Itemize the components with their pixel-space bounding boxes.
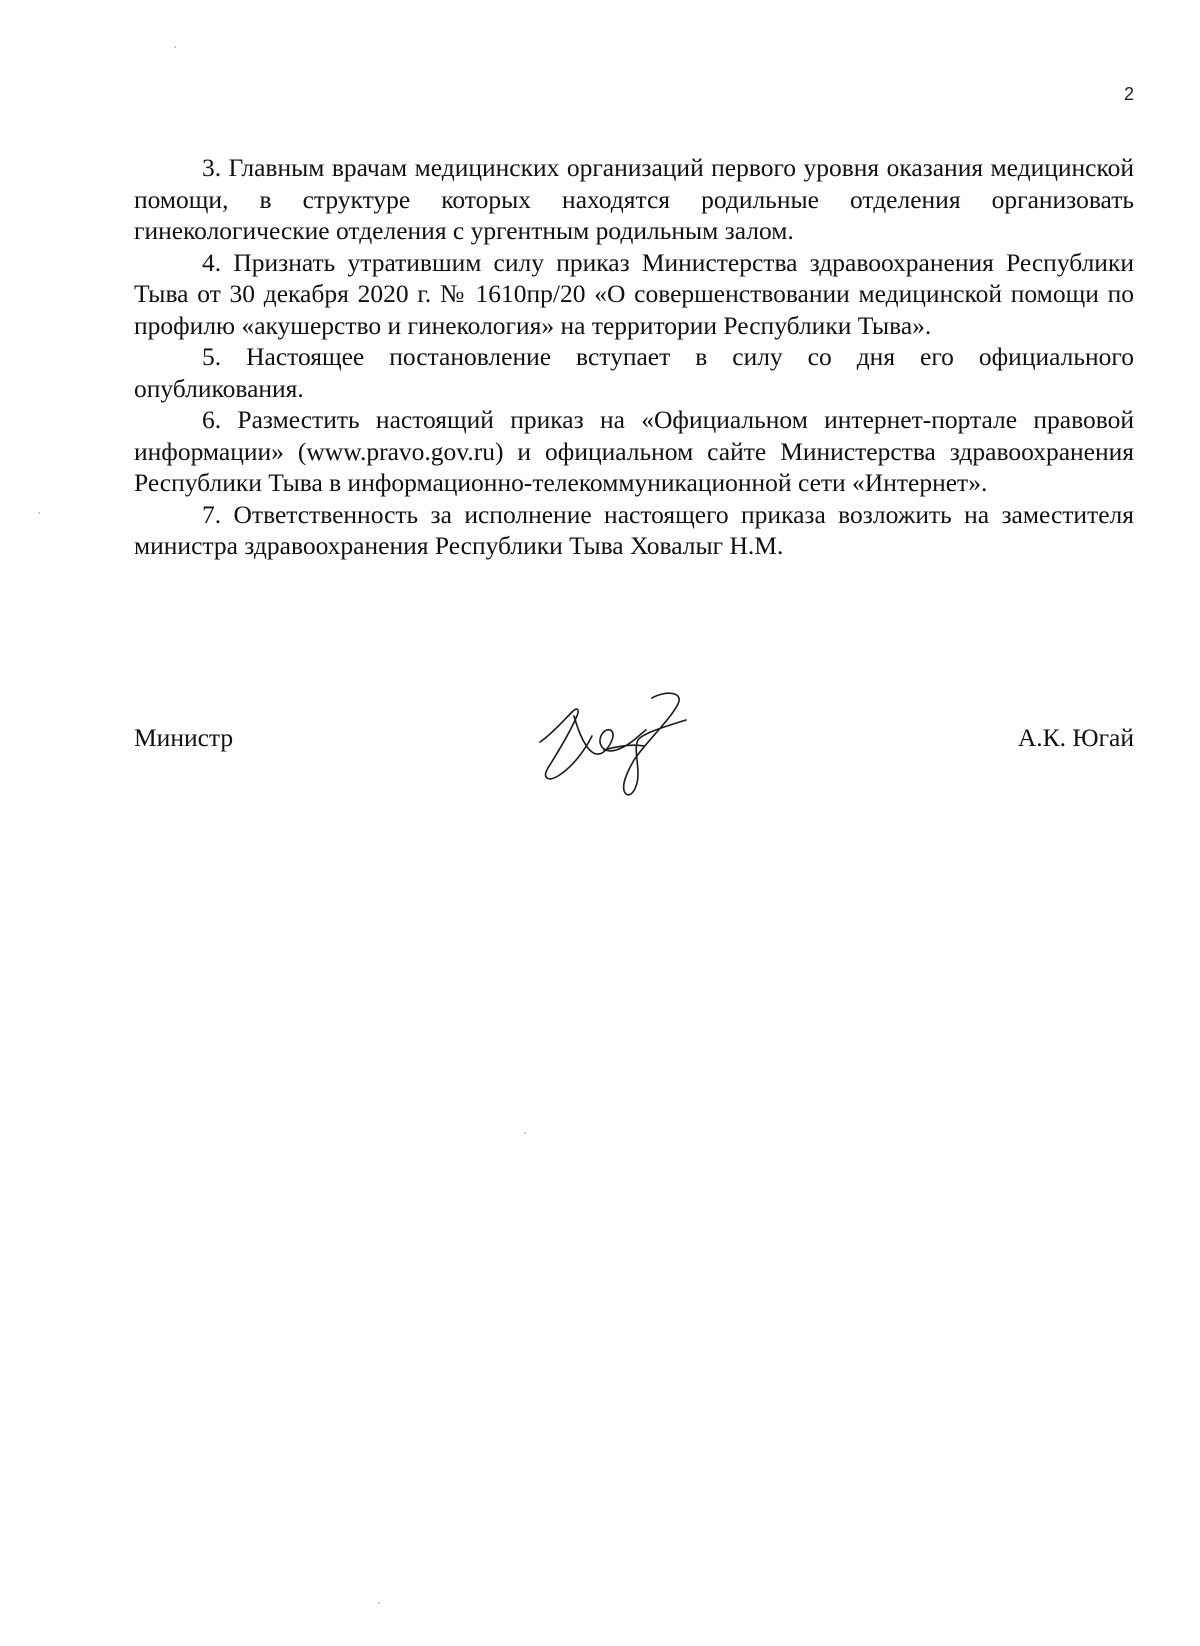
page-number: 2	[1123, 84, 1134, 104]
paragraph-7: 7. Ответственность за исполнение настоящего приказа возложить на заместителя министра здравоохранения Республики Тыва Ховалыг Н.М.	[134, 499, 1134, 560]
scan-speck	[524, 1132, 526, 1134]
scan-speck	[174, 46, 176, 48]
handwritten-signature	[534, 690, 714, 800]
paragraph-3: 3. Главным врачам медицинских организаций первого уровня оказания медицинской помощи, в структуре которых находятся родильные отделения организовать гинекологические отделения с ургентным родильным залом.	[134, 153, 1134, 245]
scan-speck	[378, 1602, 380, 1604]
paragraph-4: 4. Признать утратившим силу приказ Министерства здравоохранения Республики Тыва от 30 декабря 2020 г. № 1610пр/20 «О совершенствовании медицинской помощи по профилю «акушерство и гинекология» на территории Республики Тыва».	[134, 247, 1134, 340]
document-body	[134, 152, 1134, 562]
signer-title: Министр	[134, 723, 234, 752]
scan-speck	[38, 512, 40, 514]
paragraph-5: 5. Настоящее постановление вступает в силу со дня его официального опубликования.	[134, 342, 1134, 403]
paragraph-6: 6. Разместить настоящий приказ на «Официальном интернет-портале правовой информации» (www.pravo.gov.ru) и официальном сайте Министерства здравоохранения Республики Тыва в информационно-телекоммуникационной сети «Интернет».	[134, 405, 1134, 497]
signature-block	[134, 690, 1134, 800]
signer-name: А.К. Югай	[1017, 723, 1134, 752]
